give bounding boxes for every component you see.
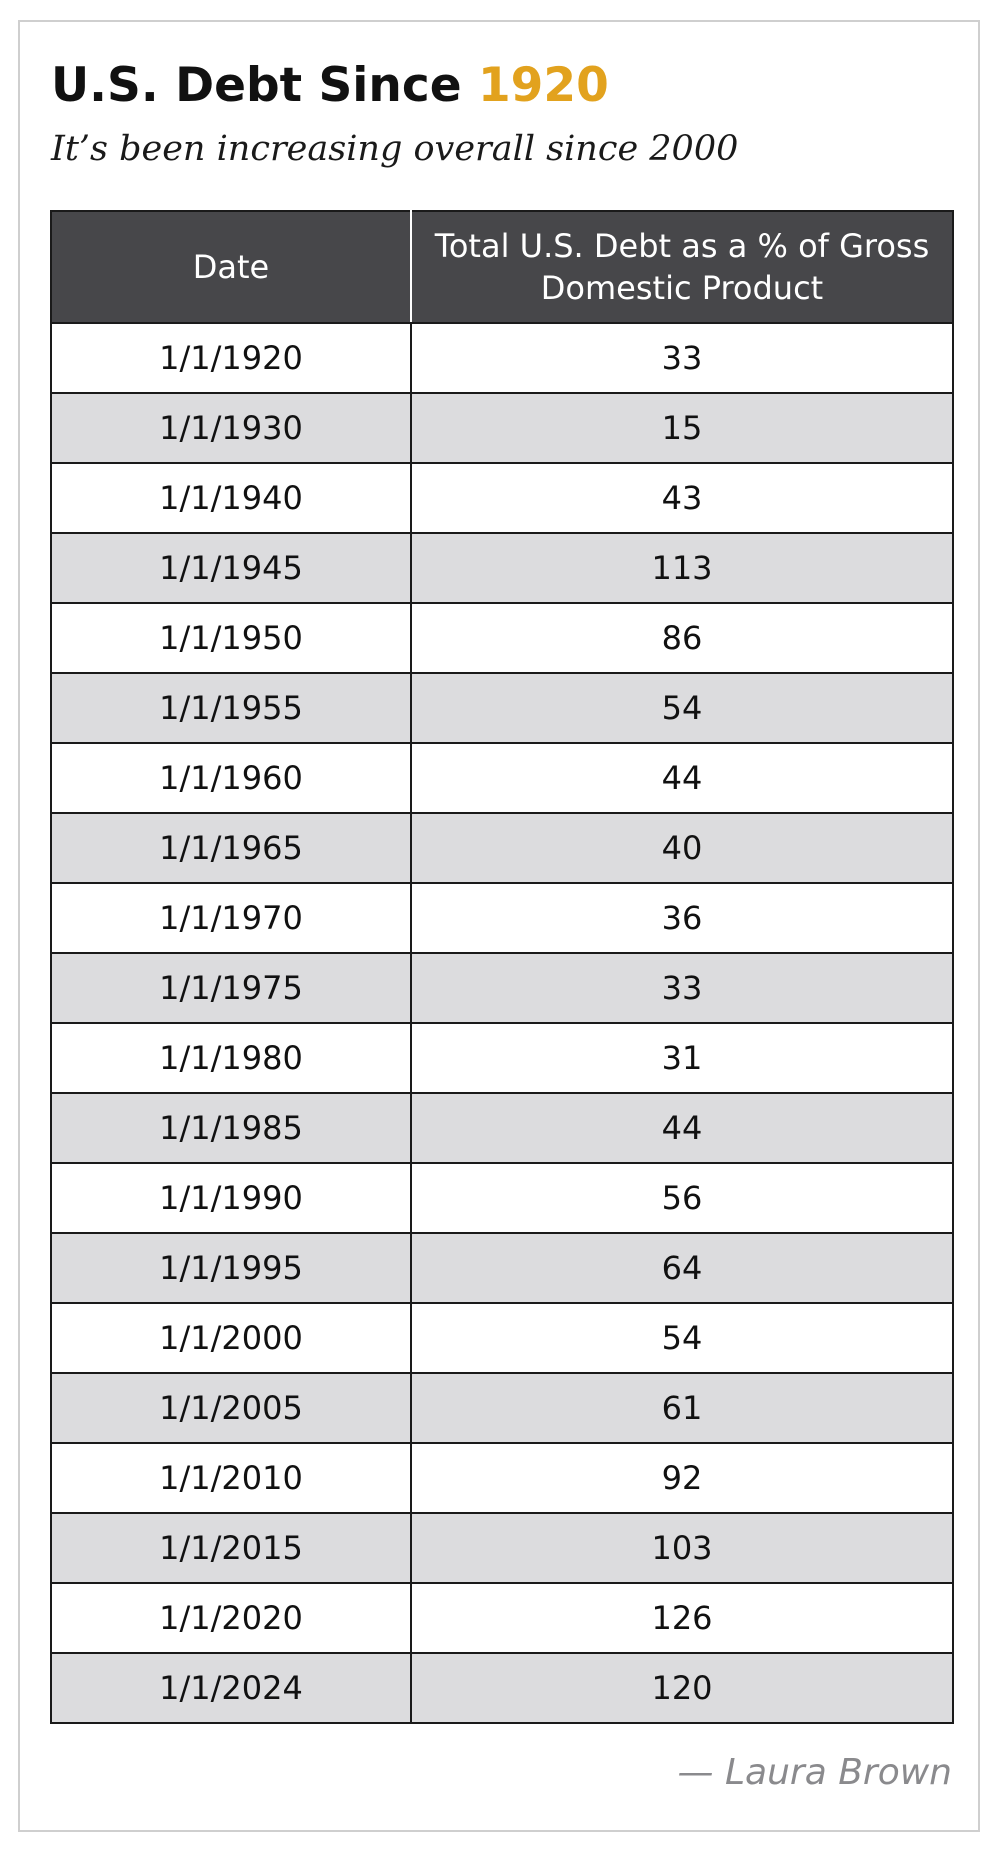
date-cell: 1/1/2015 — [51, 1513, 411, 1583]
debt-percent-cell: 15 — [411, 393, 953, 463]
table-row — [51, 1093, 953, 1163]
debt-percent-cell: 92 — [411, 1443, 953, 1513]
date-cell: 1/1/2024 — [51, 1653, 411, 1723]
date-cell: 1/1/1990 — [51, 1163, 411, 1233]
date-cell: 1/1/1945 — [51, 533, 411, 603]
date-cell: 1/1/1975 — [51, 953, 411, 1023]
page-subtitle: It’s been increasing overall since 2000 — [51, 129, 739, 169]
debt-percent-cell: 40 — [411, 813, 953, 883]
date-cell: 1/1/1970 — [51, 883, 411, 953]
page-title — [51, 56, 609, 116]
table-row — [51, 603, 953, 673]
table-row — [51, 393, 953, 463]
debt-percent-cell: 36 — [411, 883, 953, 953]
table-row — [51, 883, 953, 953]
title-main: U.S. Debt Since — [51, 58, 478, 113]
debt-percent-cell: 56 — [411, 1163, 953, 1233]
debt-percent-cell: 61 — [411, 1373, 953, 1443]
debt-percent-cell: 126 — [411, 1583, 953, 1653]
table-row — [51, 463, 953, 533]
table-row — [51, 1233, 953, 1303]
debt-percent-cell: 31 — [411, 1023, 953, 1093]
date-cell: 1/1/1985 — [51, 1093, 411, 1163]
debt-table — [50, 210, 954, 1724]
date-cell: 1/1/1995 — [51, 1233, 411, 1303]
table-row — [51, 1653, 953, 1723]
table-row — [51, 1513, 953, 1583]
debt-percent-cell: 86 — [411, 603, 953, 673]
table-row — [51, 813, 953, 883]
date-cell: 1/1/1930 — [51, 393, 411, 463]
date-cell: 1/1/1980 — [51, 1023, 411, 1093]
column-header-date: Date — [51, 211, 411, 323]
table-row — [51, 743, 953, 813]
debt-percent-cell: 113 — [411, 533, 953, 603]
attribution: — Laura Brown — [677, 1752, 952, 1793]
debt-percent-cell: 33 — [411, 953, 953, 1023]
debt-percent-cell: 44 — [411, 1093, 953, 1163]
table-row — [51, 1373, 953, 1443]
debt-percent-cell: 33 — [411, 323, 953, 393]
debt-percent-cell: 54 — [411, 1303, 953, 1373]
date-cell: 1/1/1920 — [51, 323, 411, 393]
date-cell: 1/1/2010 — [51, 1443, 411, 1513]
debt-percent-cell: 54 — [411, 673, 953, 743]
date-cell: 1/1/2000 — [51, 1303, 411, 1373]
date-cell: 1/1/1950 — [51, 603, 411, 673]
table-row — [51, 1163, 953, 1233]
table-row — [51, 1443, 953, 1513]
date-cell: 1/1/2020 — [51, 1583, 411, 1653]
date-cell: 1/1/2005 — [51, 1373, 411, 1443]
table-row — [51, 673, 953, 743]
title-accent-year: 1920 — [477, 58, 609, 113]
table-row — [51, 1303, 953, 1373]
date-cell: 1/1/1960 — [51, 743, 411, 813]
table-body — [51, 323, 953, 1723]
table-row — [51, 533, 953, 603]
table-header-row — [51, 211, 953, 323]
debt-percent-cell: 44 — [411, 743, 953, 813]
date-cell: 1/1/1940 — [51, 463, 411, 533]
table-row — [51, 1583, 953, 1653]
debt-percent-cell: 43 — [411, 463, 953, 533]
debt-percent-cell: 64 — [411, 1233, 953, 1303]
table-row — [51, 323, 953, 393]
table-row — [51, 953, 953, 1023]
debt-percent-cell: 120 — [411, 1653, 953, 1723]
column-header-debt-percent: Total U.S. Debt as a % of Gross Domestic Product — [411, 211, 953, 323]
date-cell: 1/1/1955 — [51, 673, 411, 743]
date-cell: 1/1/1965 — [51, 813, 411, 883]
debt-percent-cell: 103 — [411, 1513, 953, 1583]
table-row — [51, 1023, 953, 1093]
